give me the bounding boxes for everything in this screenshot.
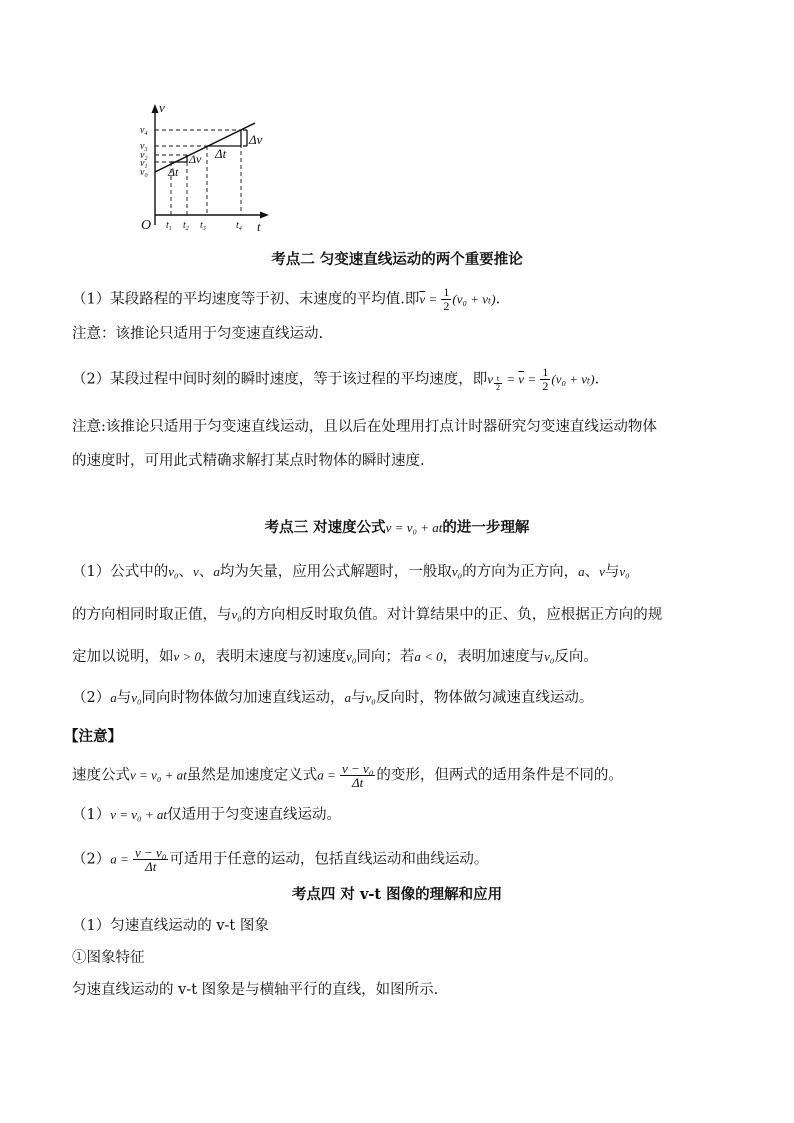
t3-label: $t_3$ bbox=[200, 220, 206, 232]
note-line1: 速度公式v = v₀ + at虽然是加速度定义式a = $\frac{\text{v − v₀}}{\Delta t}$ 的变形，但两式的适用条件是不同的。 bbox=[72, 761, 623, 790]
v-axis-label: v bbox=[159, 100, 165, 115]
k2-note1: 注意：该推论只适用于匀变速直线运动. bbox=[72, 326, 324, 342]
v1-label: $v_1$ bbox=[140, 158, 148, 170]
v0-label: $v_0$ bbox=[140, 167, 148, 179]
k4-line2: ①图象特征 bbox=[72, 950, 145, 966]
k4-heading: 考点四 对 v-t 图像的理解和应用 bbox=[291, 886, 503, 903]
k2-p2: （2）某段过程中间时刻的瞬时速度，等于该过程的平均速度，即v $\frac{t}{2}$ = $\overline{v}$ = $\frac{1}{2}$ (v₀ + vₜ). bbox=[72, 365, 600, 393]
k4-line3: 匀速直线运动的 v-t 图象是与横轴平行的直线，如图所示. bbox=[72, 982, 439, 998]
k3-heading: 考点三 对速度公式v = v₀ + at的进一步理解 bbox=[264, 519, 530, 536]
t4-label: $t_4$ bbox=[236, 220, 242, 232]
k3-p1-line1: （1）公式中的v₀、v、a均为矢量，应用公式解题时，一般取v₀的方向为正方向，a、v与v₀ bbox=[72, 564, 630, 580]
k2-note2-line1: 注意:该推论只适用于匀变速直线运动，且以后在处理用打点计时器研究匀变速直线运动物体 bbox=[72, 419, 657, 435]
delta-t-small-label: Δt bbox=[168, 165, 179, 179]
k3-p1-line3: 定加以说明，如v > 0，表明末速度与初速度v₀同向；若a < 0，表明加速度与v₀反向。 bbox=[72, 649, 598, 665]
t2-label: $t_2$ bbox=[183, 220, 189, 232]
note-line2: （1）v = v₀ + at仅适用于匀变速直线运动。 bbox=[72, 807, 341, 823]
k4-line1: （1）匀速直线运动的 v-t 图象 bbox=[72, 918, 269, 934]
k3-p2: （2）a与v₀同向时物体做匀加速直线运动，a与v₀反向时，物体做匀减速直线运动。 bbox=[72, 690, 594, 706]
t-axis-label: t bbox=[257, 219, 261, 234]
k2-note2-line2: 的速度时，可用此式精确求解打某点时物体的瞬时速度. bbox=[72, 453, 425, 469]
note-line3: （2）a = $\frac{\text{v − v₀}}{\Delta t}$ 可适用于任意的运动，包括直线运动和曲线运动。 bbox=[72, 845, 489, 874]
v-axis-arrow bbox=[152, 104, 159, 113]
k2-heading: 考点二 匀变速直线运动的两个重要推论 bbox=[271, 251, 523, 268]
t-axis-arrow bbox=[260, 212, 269, 219]
delta-v-large-label: Δv bbox=[249, 132, 263, 147]
v4-label: $v_4$ bbox=[140, 125, 148, 137]
delta-v-small-label: Δv bbox=[189, 152, 202, 166]
t1-label: $t_1$ bbox=[166, 220, 172, 232]
note-title: 【注意】 bbox=[64, 728, 122, 745]
delta-t-large-label: Δt bbox=[215, 146, 227, 161]
k2-p1-fraction: $\frac{1}{2}$ bbox=[443, 285, 450, 313]
v2-label: $v_2$ bbox=[140, 150, 148, 162]
k2-p1: （1）某段路程的平均速度等于初、末速度的平均值.即$\overline{v}$ = $\frac{1}{2}$ (v₀ + vₜ). bbox=[72, 285, 501, 313]
k3-p1-line2: 的方向相同时取正值，与v₀的方向相反时取负值。对计算结果中的正、负，应根据正方向的规 bbox=[72, 607, 663, 623]
origin-label: O bbox=[141, 218, 152, 233]
v3-label: $v_3$ bbox=[140, 141, 148, 153]
vt-graph bbox=[135, 100, 275, 235]
